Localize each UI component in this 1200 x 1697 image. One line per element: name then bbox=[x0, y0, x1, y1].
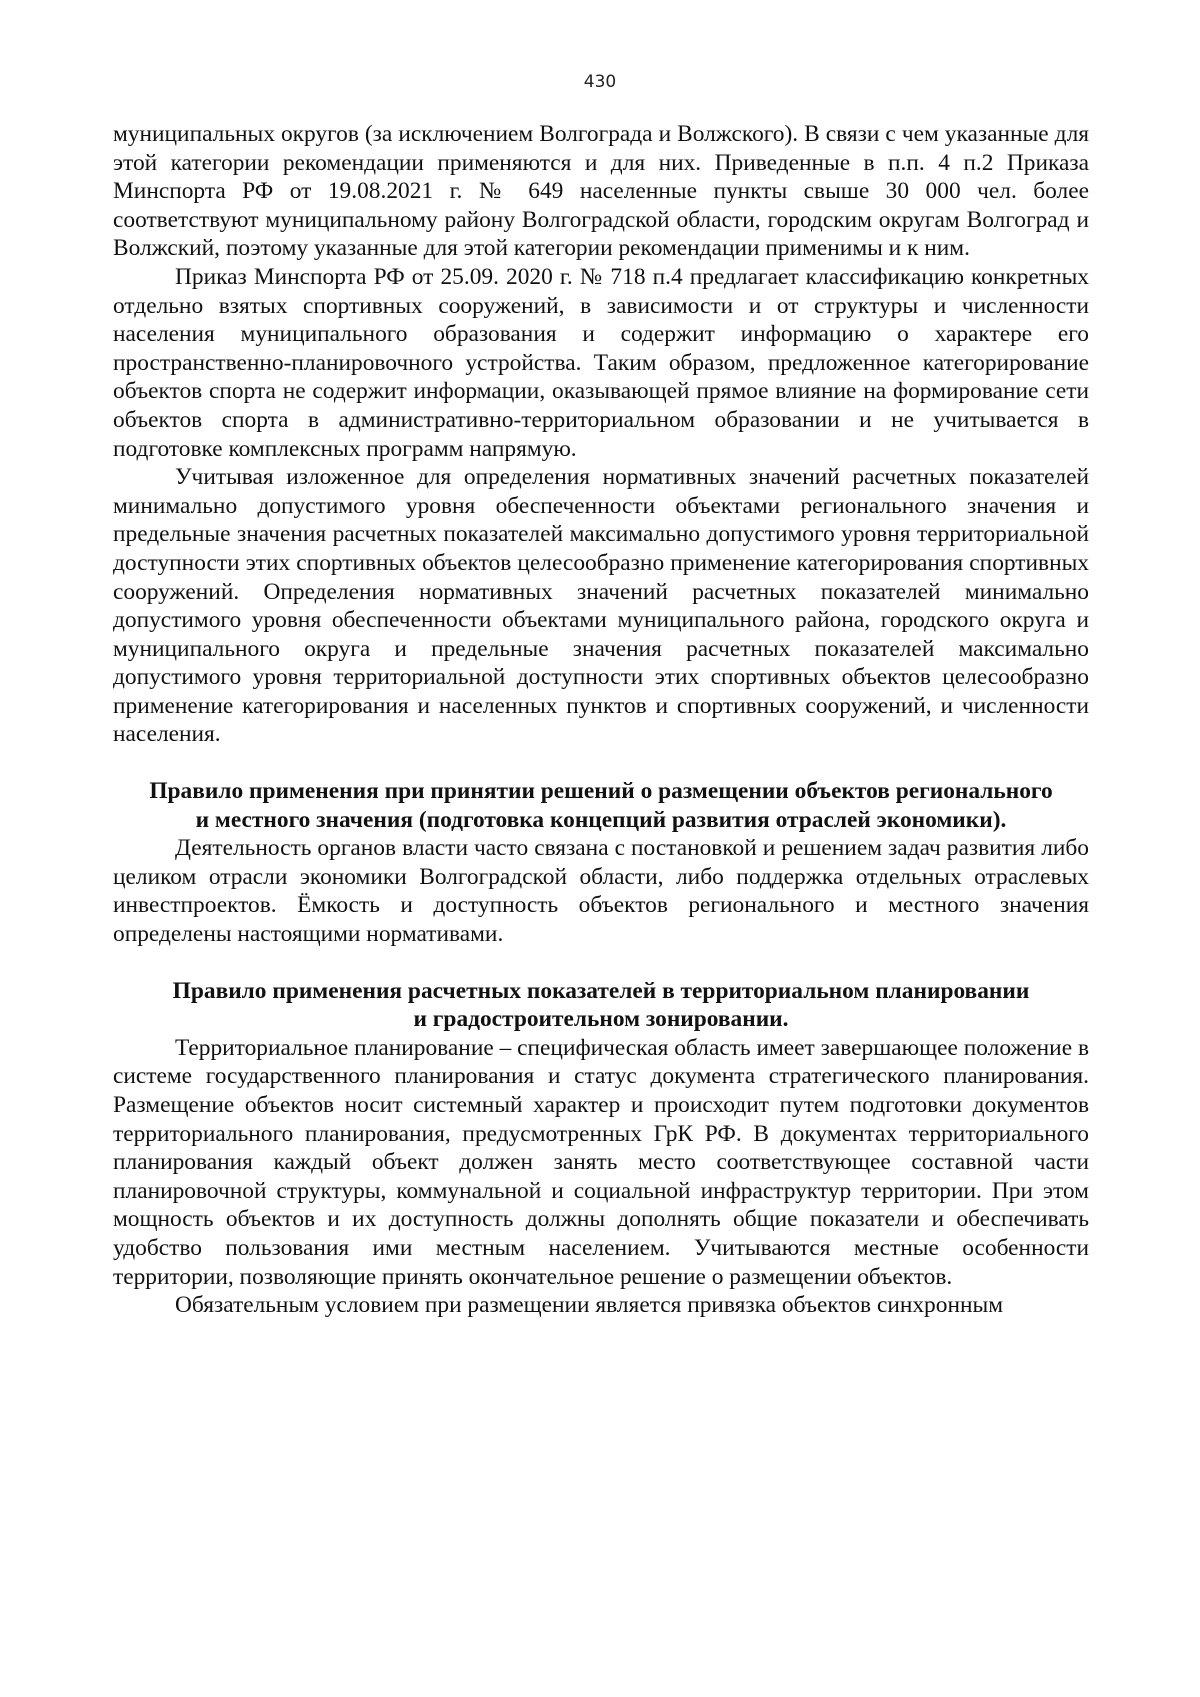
paragraph: Деятельность органов власти часто связана с постановкой и решением задач развития либо целиком отрасли экономики Волгоградской области, либо поддержка отдельных отраслевых инвестпроектов. Ёмкость и доступность объектов регионального и местного значения определены настоящими нормативами. bbox=[113, 835, 1089, 948]
section-spacer bbox=[113, 749, 1089, 777]
section-heading-line: и местного значения (подготовка концепций развития отраслей экономики). bbox=[195, 806, 1007, 833]
paragraph: муниципальных округов (за исключением Волгограда и Волжского). В связи с чем указанные для этой категории рекомендации применяются и для них. Приведенные в п.п. 4 п.2 Приказа Минспорта РФ от 19.08.2021 г. № 649 населенные пункты свыше 30 000 чел. более соответствуют муниципальному району Волгоградской области, городским округам Волгоград и Волжский, поэтому указанные для этой категории рекомендации применимы и к ним. bbox=[113, 121, 1089, 262]
section-heading-line: Правило применения расчетных показателей в территориальном планировании bbox=[172, 977, 1030, 1004]
section-heading bbox=[113, 777, 1089, 834]
paragraph: Территориальное планирование – специфическая область имеет завершающее положение в системе государственного планирования и статус документа стратегического планирования. Размещение объектов носит системный характер и происходит путем подготовки документов территориального планирования, предусмотренных ГрК РФ. В документах территориального планирования каждый объект должен занять место соответствующее составной части планировочной структуры, коммунальной и социальной инфраструктур территории. При этом мощность объектов и их доступность должны дополнять общие показатели и обеспечивать удобство пользования ими местным населением. Учитываются местные особенности территории, позволяющие принять окончательное решение о размещении объектов. bbox=[113, 1034, 1089, 1290]
paragraph: Приказ Минспорта РФ от 25.09. 2020 г. № 718 п.4 предлагает классификацию конкретных отдельно взятых спортивных сооружений, в зависимости и от структуры и численности населения муниципального образования и содержит информацию о характере его пространственно-планировочного устройства. Таким образом, предложенное категорирование объектов спорта не содержит информации, оказывающей прямое влияние на формирование сети объектов спорта в административно-территориальном образовании и не учитывается в подготовке комплексных программ напрямую. bbox=[113, 263, 1089, 462]
paragraph: Учитывая изложенное для определения нормативных значений расчетных показателей минимально допустимого уровня обеспеченности объектами регионального значения и предельные значения расчетных показателей максимально допустимого уровня территориальной доступности этих спортивных объектов целесообразно применение категорирования спортивных сооружений. Определения нормативных значений расчетных показателей минимально допустимого уровня обеспеченности объектами муниципального района, городского округа и муниципального округа и предельные значения расчетных показателей максимально допустимого уровня территориальной доступности этих спортивных объектов целесообразно применение категорирования и населенных пунктов и спортивных сооружений, и численности населения. bbox=[113, 464, 1089, 748]
page-number: 430 bbox=[583, 72, 617, 92]
paragraph: Обязательным условием при размещении является привязка объектов синхронным bbox=[175, 1292, 1004, 1319]
section-spacer bbox=[113, 949, 1089, 977]
section-heading-line: и градостроительном зонировании. bbox=[413, 1006, 789, 1033]
section-heading bbox=[113, 977, 1089, 1034]
document-body bbox=[113, 120, 1089, 1320]
section-heading-line: Правило применения при принятии решений о размещении объектов регионального bbox=[149, 778, 1053, 805]
